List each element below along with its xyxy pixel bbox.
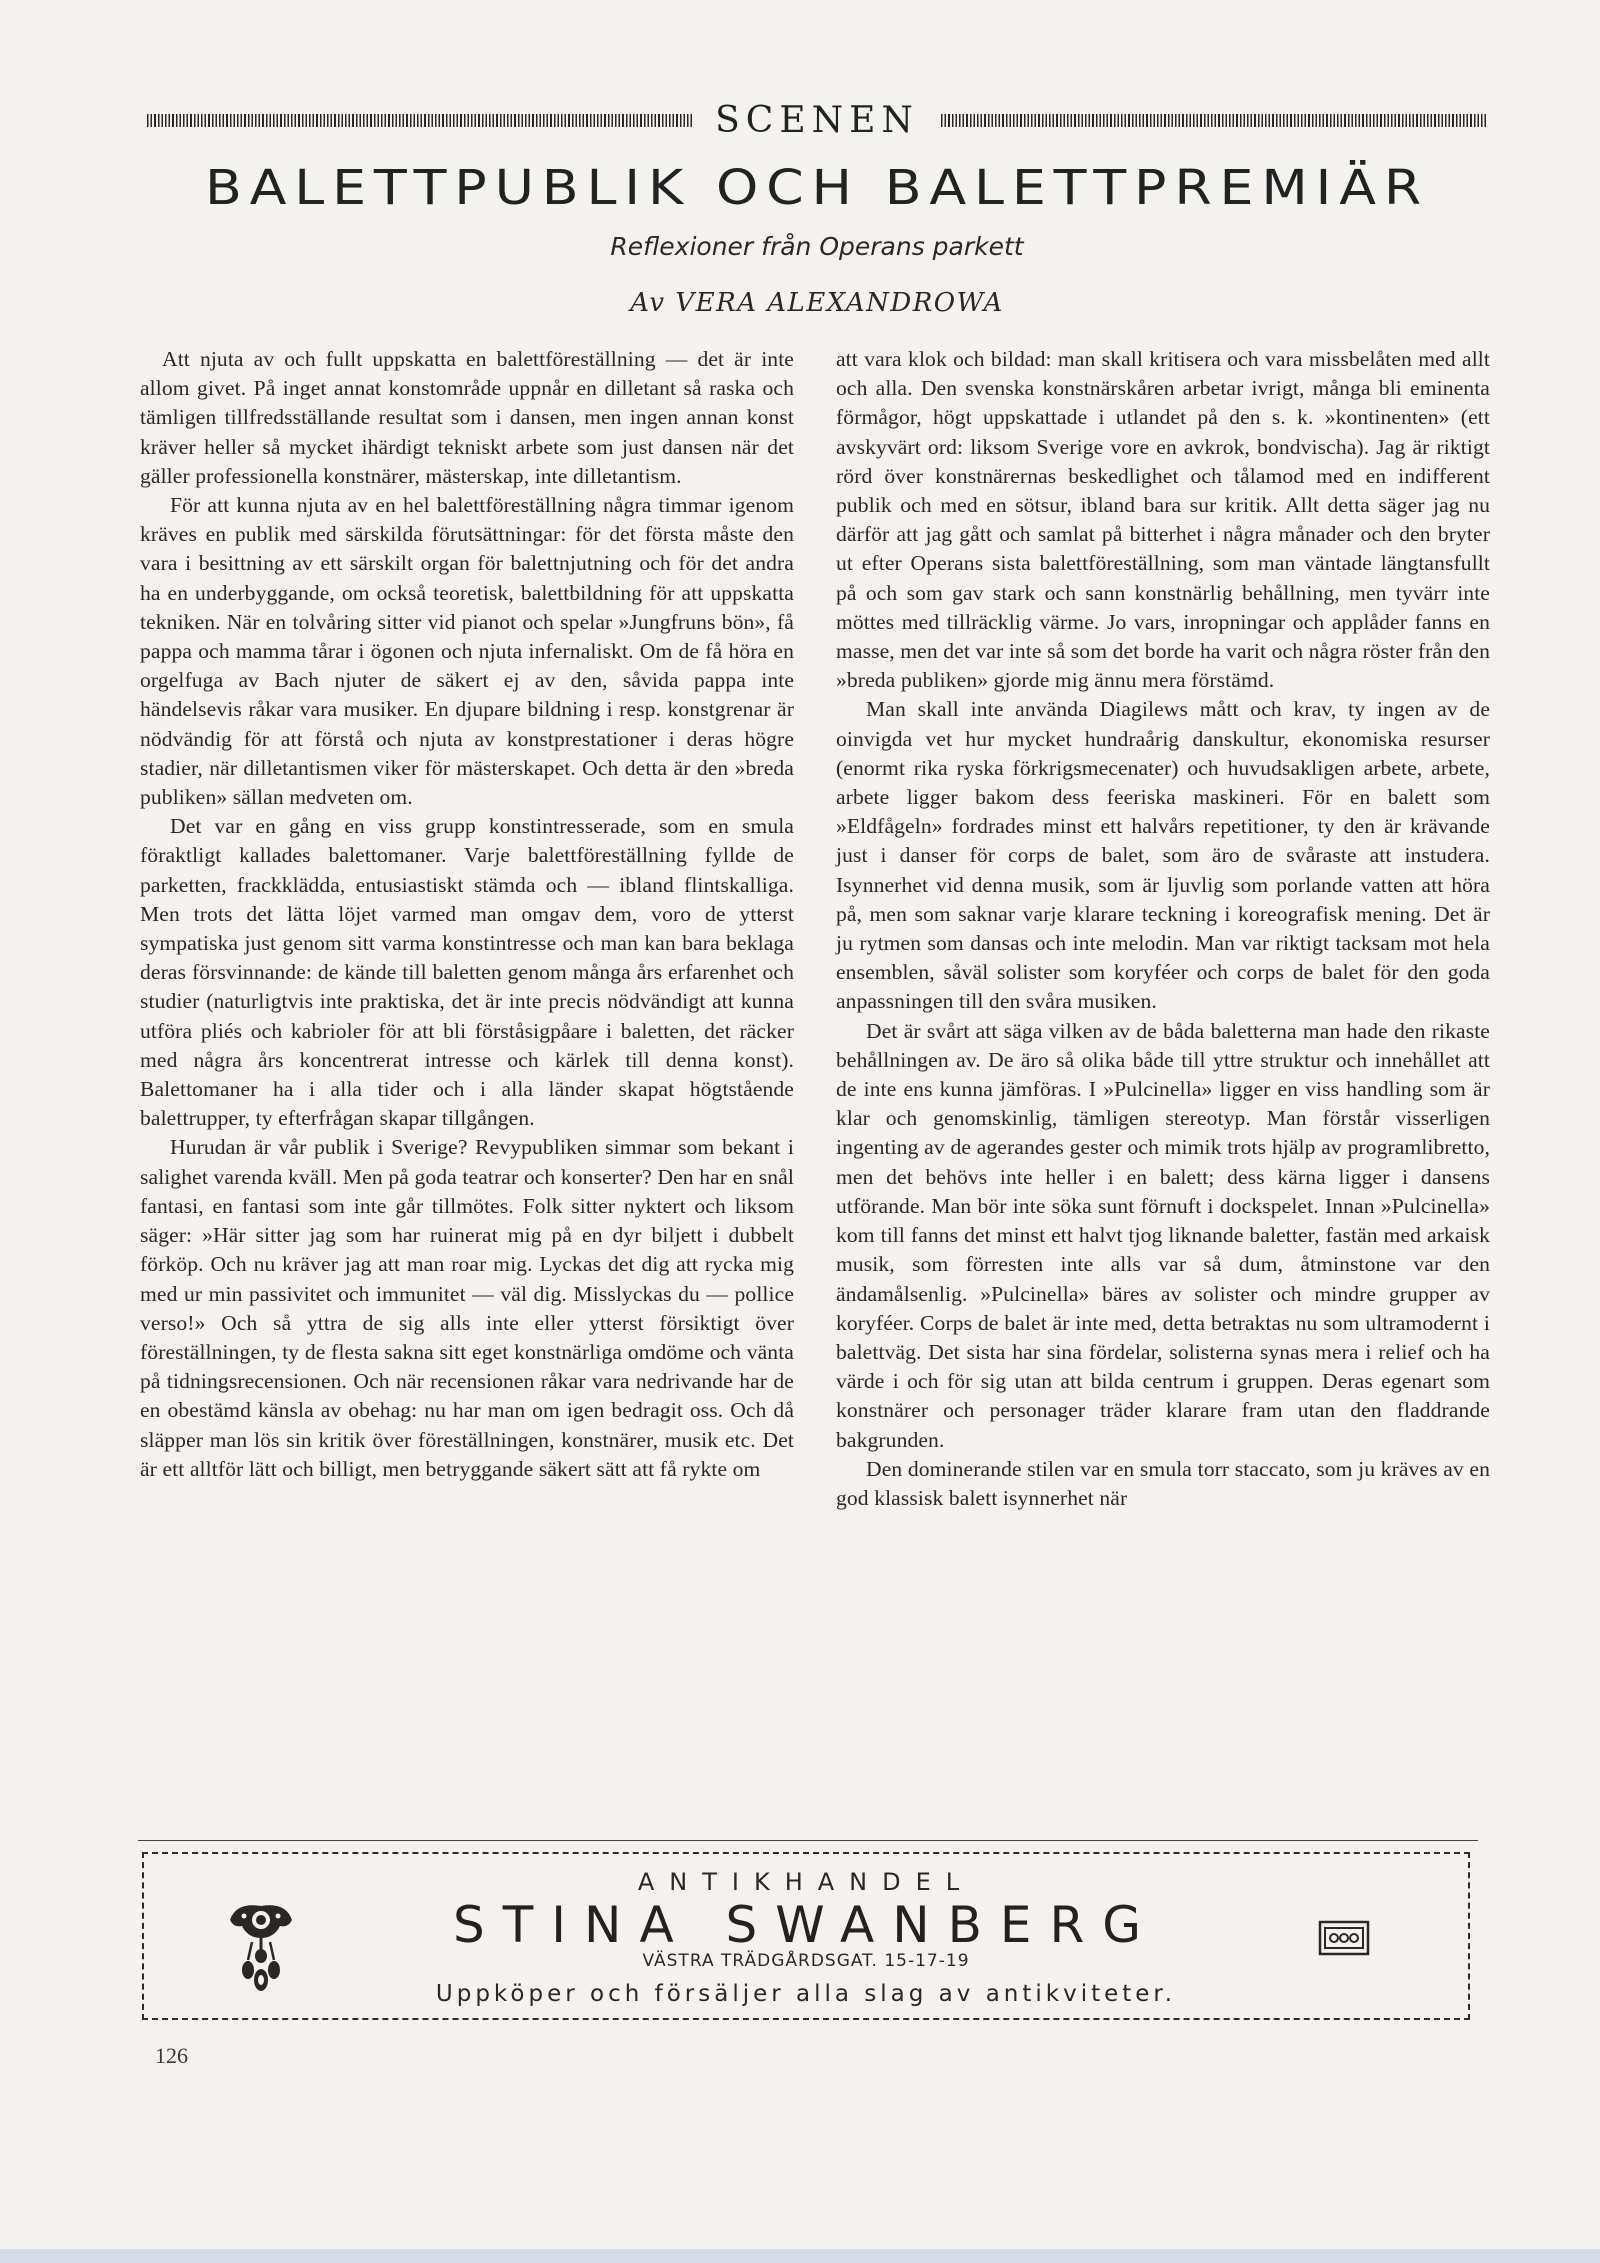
page-number: 126 bbox=[155, 2043, 188, 2068]
paragraph: Det var en gång en viss grupp konstintresserade, som en smula föraktligt kallades balettomaner. Varje balettföreställning fyllde de parketten, frackklädda, entusiastiskt stämda och — ibland flintskalliga. Men trots det lätta löjet varmed man omgav dem, voro de ytterst sympatiska just genom sitt varma konstintresse och man kan bara beklaga deras försvinnande: de kände till baletten genom många års erfarenhet och studier (naturligtvis inte praktiska, det är inte precis nödvändigt att kunna utföra pliés och kabrioler för att bli förståsigpåare i baletten, det räcker med några års koncentrerat intresse och kärlek till denna konst). Balettomaner ha i alla tider och i alla länder skapat högtstående balettrupper, ty efterfrågan skapar tillgången. bbox=[140, 814, 794, 1131]
advertisement-divider bbox=[138, 1840, 1478, 1841]
section-label: SCENEN bbox=[715, 99, 919, 141]
advertisement-kicker: ANTIKHANDEL bbox=[637, 1868, 975, 1896]
right-column bbox=[836, 345, 1490, 1830]
article-title: BALETTPUBLIK OCH BALETTPREMIÄR bbox=[204, 160, 1430, 216]
advertisement-tagline: Uppköper och försäljer alla slag av antikviteter. bbox=[435, 1981, 1177, 2007]
advertisement-name: STINA SWANBERG bbox=[453, 1896, 1159, 1954]
paragraph: att vara klok och bildad: man skall kritisera och vara missbelåten med allt och alla. Den svenska konstnärskåren arbetar ivrigt, många bli eminenta förmågor, högt uppskattade i utlandet på den s. k. »kontinenten» (ett avskyvärt ord: liksom Sverige vore en avkrok, bondvischa). Jag är riktigt rörd över konstnärernas beskedlighet och tålamod med en indifferent publik och med en sötsur, ibland bara sur kritik. Allt detta säger jag nu därför att jag gått och samlat på bitterhet i några månader och den bryter ut efter Operans sista balettföreställning, som man väntade längtansfullt på och som gav stark och sann konstnärlig behållning, men tyvärr inte möttes med tillräcklig värme. Jo vars, inropningar och applåder fanns en masse, men det var inte så som det borde ha varit och några röster från den »breda publiken» gjorde mig ännu mera förstämd. bbox=[836, 347, 1490, 693]
article-byline: Av VERA ALEXANDROWA bbox=[630, 288, 1004, 318]
paragraph: Hurudan är vår publik i Sverige? Revypubliken simmar som bekant i salighet varenda kväll. Men på goda teatrar och konserter? Den har en snål fantasi, en fantasi som inte går tillmötes. Folk sitter nyktert och liksom säger: »Här sitter jag som har ruinerat mig på en dyr biljett i dubbelt förköp. Och nu kräver jag att man roar mig. Lyckas det dig att rycka mig med ur min passivitet och immunitet — väl dig. Misslyckas du — pollice verso!» Och så yttra de sig alls inte eller ytterst försiktigt över föreställningen, ty de flesta sakna sitt eget konstnärliga omdöme och vänta på tidningsrecensionen. Och när recensionen råkar vara nedrivande har de en obestämd känsla av obehag: nu har man om igen bedragit oss. Och då släpper man lös sin kritik över föreställningen, konstnärer, musik etc. Det är ett alltför lätt och billigt, men betryggande säkert sätt att få rykte om bbox=[140, 1135, 794, 1481]
hatch-rule-left bbox=[147, 114, 693, 127]
paragraph: Den dominerande stilen var en smula torr staccato, som ju kräves av en god klassisk balett isynnerhet när bbox=[836, 1456, 1490, 1510]
hatch-rule-right bbox=[941, 114, 1487, 127]
telephone-icon bbox=[1318, 1920, 1370, 1956]
advertisement bbox=[142, 1852, 1470, 2020]
advertisement-address: VÄSTRA TRÄDGÅRDSGAT. 15-17-19 bbox=[642, 1951, 970, 1971]
article-subtitle: Reflexioner från Operans parkett bbox=[610, 232, 1024, 261]
paragraph: Man skall inte använda Diagilews mått och krav, ty ingen av de oinvigda vet hur mycket hundraårig danskultur, ekonomiska resurser (enormt rika ryska förkrigsmecenater) och huvudsakligen arbete, arbete, arbete ligger bakom dess feeriska maskineri. För en balett som »Eldfågeln» fordrades minst ett halvårs repetitioner, ty den är krävande just i danser för corps de balet, som äro de svåraste att instudera. Isynnerhet vid denna musik, som är ljuvlig som porlande vatten att höra på, men som saknar varje klarare teckning i koreografisk mening. Det är ju rytmen som dansas och inte melodin. Man var riktigt tacksam mot hela ensemblen, såväl solister som koryféer och corps de balet för den goda anpassningen till den svåra musiken. bbox=[836, 697, 1490, 1014]
page-bottom-band bbox=[0, 2249, 1600, 2263]
paragraph: Att njuta av och fullt uppskatta en balettföreställning — det är inte allom givet. På inget annat konstområde uppnår en dilletant så raska och tämligen tillfredsställande resultat som i dansen, men ingen annan konst kräver heller så mycket ihärdigt tekniskt arbete som just dansen när det gäller professionella konstnärer, mästerskap, inte dilletantism. bbox=[140, 347, 794, 488]
paragraph: Det är svårt att säga vilken av de båda baletterna man hade den rikaste behållningen av. De äro så olika både till yttre struktur och innehållet att de inte ens kunna jämföras. I »Pulcinella» ligger en viss handling som är klar och genomskinlig, tämligen stereotyp. Man förstår visserligen ingenting av de agerandes gester och mimik trots hjälp av programlibretto, men det behövs inte heller i en balett; dess kärna ligger i dansens utförande. Man bör inte söka sunt förnuft i dockspelet. Innan »Pulcinella» kom till fanns det minst ett halvt tjog liknande baletter, fastän med arkaisk musik, som förresten inte alls var så dum, åtminstone var den ändamålsenlig. »Pulcinella» bäres av solister och mindre grupper av koryféer. Corps de balet är inte med, detta betraktas nu som ultramodernt i balettväg. Det sista har sina fördelar, solisterna synas mera i relief och ha värde i och för sig utan att bilda centrum i gruppen. Deras egenart som konstnärer och personager träder klarare fram utan den fladdrande bakgrunden. bbox=[836, 1018, 1490, 1452]
left-column bbox=[140, 345, 794, 1830]
paragraph: För att kunna njuta av en hel balettföreställning några timmar igenom kräves en publik med särskilda förutsättningar: för det första måste den vara i besittning av ett särskilt organ för balettnjutning och för det andra ha en underbyggande, om också teoretisk, balettbildning för att uppskatta tekniken. När en tolvåring sitter vid pianot och spelar »Jungfruns bön», få pappa och mamma tårar i ögonen och njuta infernaliskt. Om de få höra en orgelfuga av Bach njuter de säkert ej av den, såvida pappa inte händelsevis råkar vara musiker. En djupare bildning i resp. konstgrenar är nödvändig för att förstå och njuta av konstprestationer i deras högre stadier, när dilletantismen viker för mästerskapet. Och detta är den »breda publiken» sällan medveten om. bbox=[140, 493, 794, 810]
article-body bbox=[140, 345, 1490, 1830]
section-header bbox=[147, 100, 1487, 140]
